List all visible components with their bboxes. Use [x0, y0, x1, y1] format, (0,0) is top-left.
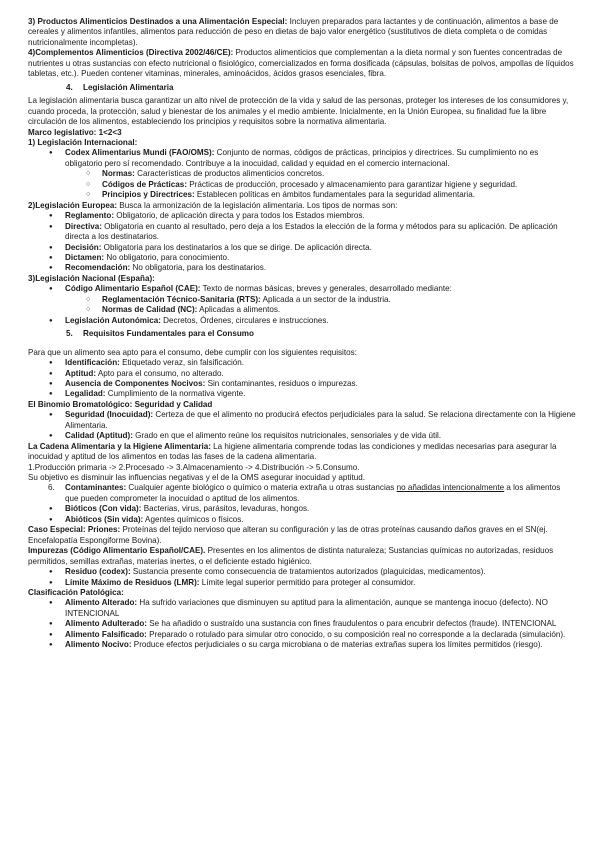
numbered-item-contaminantes: 6. Contaminantes: Cualquier agente biológico o químico o materia extraña u otras sustancias no añadidas intencionalmente a los alimentos que pueden comprometer la inocuidad o aptitud de los alimentos.	[48, 483, 561, 503]
list-item: ● Alimento Nocivo: Produce efectos perjudiciales o su carga microbiana o de materias extrañas supera los límites permitidos (riesgo).	[28, 640, 576, 650]
list-requisitos	[28, 358, 576, 400]
paragraph-impurezas: Impurezas (Código Alimentario Español/CAE). Presentes en los alimentos de distinta naturaleza; Sustancias químicas no autorizadas, residuos permitidos, semillas extrañas, materias inertes, o el deficiente estado higiénico.	[28, 546, 554, 566]
list-item: ● Reglamento: Obligatorio, de aplicación directa y para todos los Estados miembros.	[28, 211, 576, 221]
list-item: ● Legalidad: Cumplimiento de la normativa vigente.	[28, 389, 576, 399]
paragraph-alimentacion-especial: 3) Productos Alimenticios Destinados a una Alimentación Especial: Incluyen preparados para lactantes y de continuación, alimentos a base de cereales y alimentos infantiles, alimentos para reducción de peso en dietas de bajo valor energético (sustitutivos de dieta completa o de comidas nutricionalmente incompletas).	[28, 17, 559, 47]
list-item: ● Código Alimentario Español (CAE): Texto de normas básicas, breves y generales, desarrollado mediante:	[28, 284, 576, 294]
list-item: ● Alimento Adulterado: Se ha añadido o sustraído una sustancia con fines fraudulentos o para encubrir defectos (fraude). INTENCIONAL	[28, 619, 576, 629]
list-item: ○ Principios y Directrices: Establecen políticas en ámbitos fundamentales para la seguridad alimentaria.	[28, 190, 576, 200]
marco-legislativo: Marco legislativo: 1<2<3	[28, 127, 122, 137]
list-item: ● Decisión: Obligatoria para los destinatarios a los que se dirige. De aplicación directa.	[28, 243, 576, 253]
section-heading-requisitos: 5. Requisitos Fundamentales para el Consumo	[66, 329, 254, 339]
list-item: ● Alimento Alterado: Ha sufrido variaciones que disminuyen su aptitud para la alimentación, aunque se mantenga inocuo (defecto). NO INTENCIONAL	[28, 598, 576, 619]
list-autonomica	[28, 316, 576, 326]
list-item: ● Recomendación: No obligatoria, para los destinatarios.	[28, 263, 576, 273]
subheading-clasificacion: Clasificación Patológica:	[28, 588, 124, 598]
paragraph-intro-legislacion: La legislación alimentaria busca garantizar un alto nivel de protección de la vida y salud de las personas, proteger los intereses de los consumidores y, cuando proceda, la protección, salud y bienestar de los animales y el medio ambiente. Inicialmente, en la Unión Europea, su finalidad fue la libre circulación de los alimentos, estableciendo los principios y requisitos sobre la normativa alimentaria.	[28, 96, 569, 127]
paragraph-priones: Caso Especial: Priones: Proteínas del tejido nervioso que alteran su configuración y las de otras proteínas causando daños graves en el SN(ej. Encefalopatía Espongiforme Bovina).	[28, 525, 548, 545]
list-item: ○ Normas de Calidad (NC): Aplicadas a alimentos.	[28, 305, 576, 315]
list-item: ● Identificación: Etiquetado veraz, sin falsificación.	[28, 358, 576, 368]
list-internacional	[28, 148, 576, 169]
cadena-objetivo: Su objetivo es disminuir las influencias negativas y el de la OMS asegurar inocuidad y aptitud.	[28, 473, 365, 483]
subheading-legislacion-europea: 2)Legislación Europea: Busca la armonización de la legislación alimentaria. Los tipos de normas son:	[28, 200, 398, 210]
list-item: ○ Normas: Características de productos alimenticios concretos.	[28, 169, 576, 179]
section-heading-legislacion: 4. Legislación Alimentaria	[66, 82, 174, 92]
paragraph-requisitos-intro: Para que un alimento sea apto para el consumo, debe cumplir con los siguientes requisitos:	[28, 347, 357, 357]
subheading-legislacion-nacional: 3)Legislación Nacional (España):	[28, 273, 155, 283]
list-impurezas	[28, 567, 576, 588]
list-item: ● Límite Máximo de Residuos (LMR): Límite legal superior permitido para proteger al consumidor.	[28, 578, 576, 588]
list-item: ● Legislación Autonómica: Decretos, Órdenes, circulares e instrucciones.	[28, 316, 576, 326]
list-item: ● Ausencia de Componentes Nocivos: Sin contaminantes, residuos o impurezas.	[28, 379, 576, 389]
list-europea	[28, 211, 576, 274]
list-item: ● Abióticos (Sin vida): Agentes químicos o físicos.	[28, 515, 576, 525]
paragraph-cadena-alimentaria: La Cadena Alimentaria y la Higiene Alimentaria: La higiene alimentaria comprende todas las condiciones y medidas necesarias para asegurar la inocuidad y aptitud de los alimentos en todas las fases de la cadena alimentaria.	[28, 441, 557, 462]
list-item: ○ Reglamentación Técnico-Sanitaria (RTS): Aplicada a un sector de la industria.	[28, 295, 576, 305]
list-contaminantes	[28, 504, 576, 525]
list-binomio	[28, 410, 576, 441]
list-clasificacion	[28, 598, 576, 650]
list-item: ● Alimento Falsificado: Preparado o rotulado para simular otro conocido, o su composición real no corresponde a la declarada (simulación).	[28, 630, 576, 640]
subheading-binomio: El Binomio Bromatológico: Seguridad y Calidad	[28, 399, 213, 409]
list-item: ● Seguridad (Inocuidad): Certeza de que el alimento no producirá efectos perjudiciales para la salud. Se relaciona directamente con la Higiene Alimentaria.	[28, 410, 576, 431]
list-item: ● Dictamen: No obligatorio, para conocimiento.	[28, 253, 576, 263]
list-item: ● Bióticos (Con vida): Bacterias, virus, parásitos, levaduras, hongos.	[28, 504, 576, 514]
list-item: ● Codex Alimentarius Mundi (FAO/OMS): Conjunto de normas, códigos de prácticas, principios y directrices. Su cumplimiento no es obligatorio pero sí recomendado. Contribuye a la inocuidad, calidad y equidad en el comercio internacional.	[28, 148, 576, 169]
list-nacional	[28, 284, 576, 294]
list-item: ● Calidad (Aptitud): Grado en que el alimento reúne los requisitos nutricionales, sensoriales y de vida útil.	[28, 431, 576, 441]
sublist-codex	[28, 169, 576, 200]
list-item: ● Residuo (codex): Sustancia presente como consecuencia de tratamientos autorizados (plaguicidas, medicamentos).	[28, 567, 576, 577]
paragraph-complementos: 4)Complementos Alimenticios (Directiva 2002/46/CE): Productos alimenticios que complementan a la dieta normal y son fuentes concentradas de nutrientes u otras sustancias con efecto nutricional o fisiológico, comercializados en forma dosificada (cápsulas, bolsitas de polvos, ampollas de líquidos tabletas, etc.). Pueden contener vitaminas, minerales, aminoácidos, ácidos grasos esenciales, fibra.	[28, 48, 574, 79]
list-item: ○ Códigos de Prácticas: Prácticas de producción, procesado y almacenamiento para garantizar higiene y seguridad.	[28, 180, 576, 190]
sublist-cae	[28, 295, 576, 316]
list-item: ● Directiva: Obligatoria en cuanto al resultado, pero deja a los Estados la elección de la forma y métodos para su aplicación. De aplicación directa a los destinatarios.	[28, 222, 576, 243]
cadena-steps: 1.Producción primaria -> 2.Procesado -> 3.Almacenamiento -> 4.Distribución -> 5.Consumo.	[28, 462, 360, 472]
list-item: ● Aptitud: Apto para el consumo, no alterado.	[28, 369, 576, 379]
subheading-legislacion-internacional: 1) Legislación Internacional:	[28, 137, 138, 147]
